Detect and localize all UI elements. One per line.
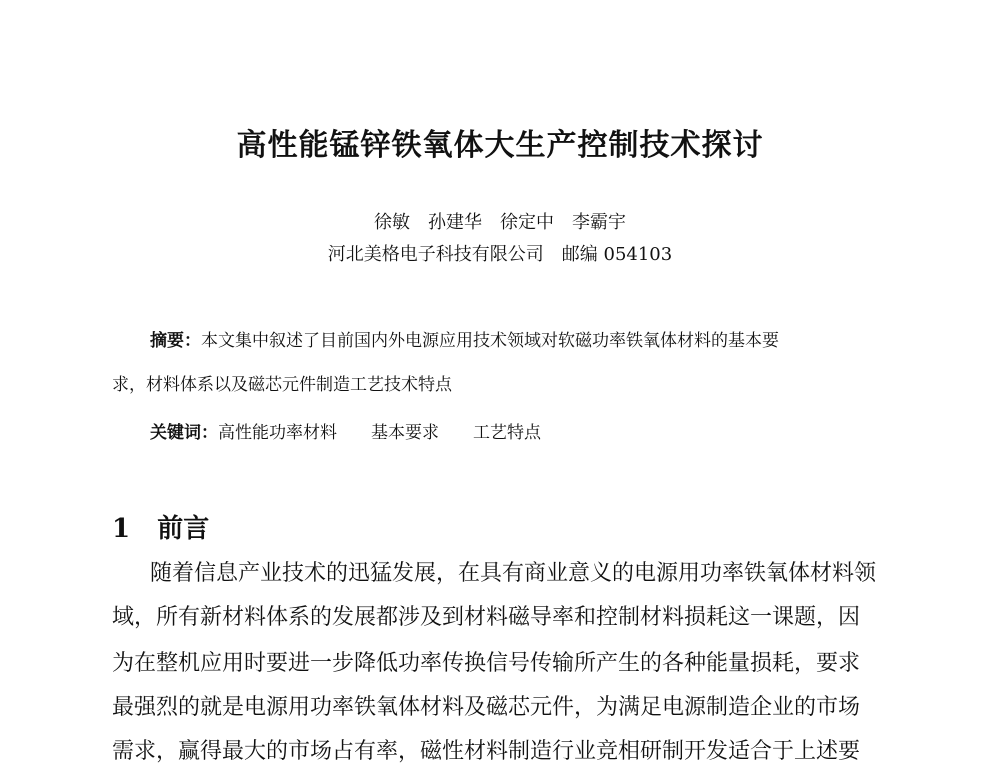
paper-title: 高性能锰锌铁氧体大生产控制技术探讨 <box>236 128 764 163</box>
section-number: 1 <box>112 514 131 544</box>
body-line-3: 为在整机应用时要进一步降低功率传换信号传输所产生的各种能量损耗，要求 <box>112 651 861 676</box>
body-line-4: 最强烈的就是电源用功率铁氧体材料及磁芯元件，为满足电源制造企业的市场 <box>112 695 861 720</box>
body-line-2: 域，所有新材料体系的发展都涉及到材料磁导率和控制材料损耗这一课题，因 <box>112 605 861 630</box>
abstract-text-line-1: 本文集中叙述了目前国内外电源应用技术领域对软磁功率铁氧体材料的基本要 <box>201 331 779 351</box>
section-heading <box>112 508 209 545</box>
section-title: 前言 <box>157 514 210 544</box>
keywords <box>150 418 541 443</box>
affiliation: 河北美格电子科技有限公司 邮编 054103 <box>327 244 673 265</box>
abstract-first-line <box>150 326 779 351</box>
body-line-5: 需求，赢得最大的市场占有率，磁性材料制造行业竞相研制开发适合于上述要 <box>112 739 861 764</box>
body-line-1: 随着信息产业技术的迅猛发展，在具有商业意义的电源用功率铁氧体材料领 <box>150 561 877 586</box>
abstract-label: 摘要： <box>150 331 201 351</box>
keywords-label: 关键词： <box>150 423 218 443</box>
abstract-text-line-2: 求，材料体系以及磁芯元件制造工艺技术特点 <box>112 375 452 395</box>
keywords-items: 高性能功率材料 基本要求 工艺特点 <box>218 423 541 443</box>
author-list: 徐敏 孙建华 徐定中 李霸宇 <box>374 212 626 233</box>
